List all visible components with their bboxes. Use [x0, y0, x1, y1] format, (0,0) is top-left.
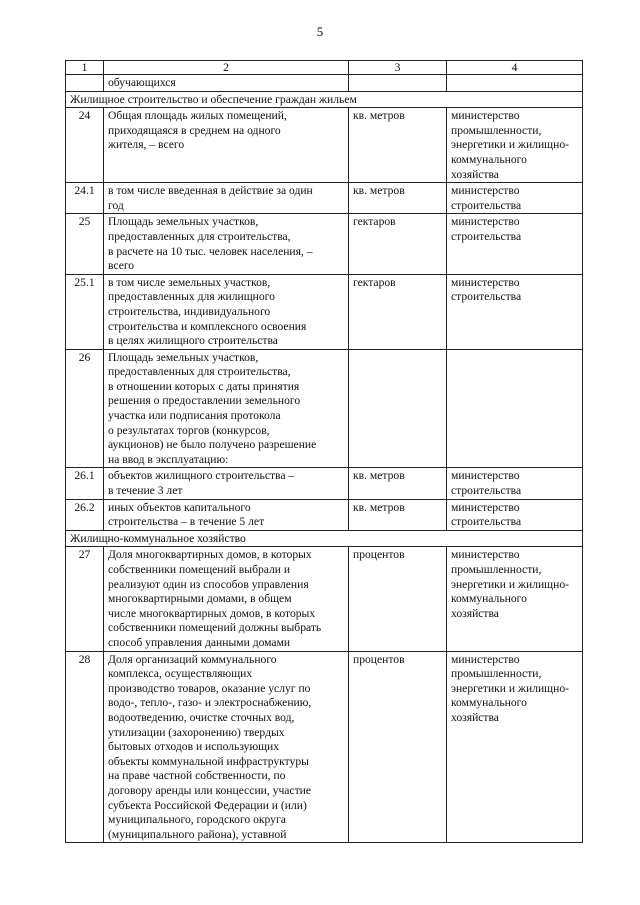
- indicator-line: жителя, – всего: [108, 138, 185, 152]
- indicator-line: водо-, тепло-, газо- и электроснабжению,: [108, 696, 312, 710]
- indicator-line: о результатах торгов (конкурсов,: [108, 423, 270, 437]
- responsible-line: коммунального: [451, 152, 527, 166]
- responsible-line: коммунального: [451, 592, 527, 606]
- indicator-line: собственники помещений выбрали и: [108, 563, 291, 576]
- indicator-name: [104, 499, 349, 530]
- unit-line: гектаров: [353, 275, 396, 289]
- section-row: [66, 91, 583, 108]
- responsible-body: [447, 651, 583, 843]
- table-row: [66, 499, 583, 530]
- responsible-line: промышленности,: [451, 123, 542, 137]
- responsible-line: министерство: [451, 548, 520, 562]
- indicators-table: [65, 60, 583, 843]
- indicator-name: [104, 547, 349, 651]
- responsible-line: промышленности,: [451, 563, 542, 576]
- indicator-line: в том числе земельных участков,: [108, 275, 271, 289]
- indicator-line: договору аренды или концессии, участие: [108, 783, 311, 797]
- unit-line: кв. метров: [353, 184, 405, 198]
- row-number: 24: [66, 108, 104, 183]
- indicator-line: решения о предоставлении земельного: [108, 394, 301, 408]
- responsible-line: строительства: [451, 484, 522, 498]
- indicator-line: способ управления данными домами: [108, 635, 291, 649]
- indicator-line: приходящаяся в среднем на одного: [108, 123, 281, 137]
- responsible-line: министерство: [451, 215, 520, 229]
- unit-of-measure: [349, 274, 447, 349]
- unit-line: процентов: [353, 652, 405, 666]
- table-row: [66, 349, 583, 468]
- indicator-line: объектов жилищного строительства –: [108, 469, 295, 483]
- indicator-line: в том числе введенная в действие за один: [108, 184, 313, 198]
- indicator-line: в течение 3 лет: [108, 484, 183, 498]
- column-header: 3: [349, 61, 447, 75]
- responsible-line: хозяйства: [451, 167, 499, 181]
- section-heading: Жилищно-коммунальное хозяйство: [66, 530, 583, 547]
- row-number: 26: [66, 349, 104, 468]
- responsible-line: министерство: [451, 275, 520, 289]
- indicator-line: предоставленных для жилищного: [108, 290, 275, 304]
- responsible-line: министерство: [451, 469, 520, 483]
- indicator-line: объекты коммунальной инфраструктуры: [108, 754, 309, 768]
- unit-line: гектаров: [353, 215, 396, 229]
- responsible-line: промышленности,: [451, 667, 542, 681]
- indicator-line: в расчете на 10 тыс. человек населения, –: [108, 244, 313, 258]
- indicator-line: собственники помещений должны выбрать: [108, 621, 322, 635]
- responsible-body: [447, 468, 583, 499]
- indicator-line: обучающихся: [108, 76, 176, 89]
- indicator-line: в целях жилищного строительства: [108, 334, 278, 348]
- responsible-line: энергетики и жилищно-: [451, 577, 569, 591]
- unit-of-measure: [349, 183, 447, 214]
- indicator-line: строительства, индивидуального: [108, 304, 271, 318]
- responsible-line: энергетики и жилищно-: [451, 138, 569, 152]
- responsible-body: [447, 349, 583, 468]
- unit-of-measure: [349, 108, 447, 183]
- indicator-line: Доля организаций коммунального: [108, 652, 277, 666]
- table-row: [66, 183, 583, 214]
- indicator-name: [104, 75, 349, 92]
- indicator-line: субъекта Российской Федерации и (или): [108, 798, 307, 812]
- indicator-line: предоставленных для строительства,: [108, 229, 291, 243]
- indicator-name: [104, 651, 349, 843]
- indicator-line: предоставленных для строительства,: [108, 365, 291, 379]
- table-row: [66, 75, 583, 92]
- row-number: 26.2: [66, 499, 104, 530]
- indicator-line: многоквартирными домами, в общем: [108, 592, 292, 606]
- row-number: 25: [66, 214, 104, 274]
- table-row: [66, 214, 583, 274]
- table-row: [66, 274, 583, 349]
- indicator-line: числе многоквартирных домов, в которых: [108, 606, 316, 620]
- unit-line: кв. метров: [353, 500, 405, 514]
- responsible-body: [447, 547, 583, 651]
- unit-of-measure: [349, 651, 447, 843]
- unit-of-measure: [349, 349, 447, 468]
- responsible-body: [447, 108, 583, 183]
- responsible-line: строительства: [451, 290, 522, 304]
- indicator-line: производство товаров, оказание услуг по: [108, 681, 311, 695]
- responsible-line: министерство: [451, 109, 520, 123]
- indicator-name: [104, 214, 349, 274]
- indicator-name: [104, 108, 349, 183]
- indicator-line: Общая площадь жилых помещений,: [108, 109, 287, 123]
- indicator-line: аукционов) не было получено разрешение: [108, 438, 317, 452]
- row-number: 27: [66, 547, 104, 651]
- indicator-line: строительства – в течение 5 лет: [108, 515, 265, 529]
- indicator-line: строительства и комплексного освоения: [108, 319, 307, 333]
- responsible-body: [447, 274, 583, 349]
- indicator-line: иных объектов капитального: [108, 500, 251, 514]
- unit-of-measure: [349, 547, 447, 651]
- indicator-line: на праве частной собственности, по: [108, 769, 286, 783]
- indicator-name: [104, 468, 349, 499]
- responsible-line: министерство: [451, 500, 520, 514]
- responsible-line: строительства: [451, 515, 522, 529]
- unit-of-measure: [349, 468, 447, 499]
- indicator-line: комплекса, осуществляющих: [108, 667, 253, 681]
- indicator-line: Доля многоквартирных домов, в которых: [108, 548, 312, 562]
- indicator-line: Площадь земельных участков,: [108, 350, 259, 364]
- indicator-name: [104, 183, 349, 214]
- indicator-line: всего: [108, 259, 135, 273]
- row-number: [66, 75, 104, 92]
- responsible-body: [447, 75, 583, 92]
- unit-line: кв. метров: [353, 109, 405, 123]
- section-row: [66, 530, 583, 547]
- unit-of-measure: [349, 499, 447, 530]
- indicator-line: утилизации (захоронению) твердых: [108, 725, 285, 739]
- indicator-name: [104, 274, 349, 349]
- section-heading: Жилищное строительство и обеспечение граждан жильем: [66, 91, 583, 108]
- row-number: 26.1: [66, 468, 104, 499]
- responsible-line: строительства: [451, 198, 522, 212]
- indicator-line: Площадь земельных участков,: [108, 215, 259, 229]
- indicator-line: муниципального, городского округа: [108, 813, 286, 827]
- unit-of-measure: [349, 214, 447, 274]
- responsible-line: министерство: [451, 184, 520, 198]
- responsible-line: строительства: [451, 229, 522, 243]
- responsible-body: [447, 214, 583, 274]
- unit-line: процентов: [353, 548, 405, 562]
- responsible-line: коммунального: [451, 696, 527, 710]
- table-header-row: [66, 61, 583, 75]
- responsible-line: министерство: [451, 652, 520, 666]
- column-header: 1: [66, 61, 104, 75]
- indicator-line: год: [108, 198, 124, 212]
- row-number: 24.1: [66, 183, 104, 214]
- responsible-body: [447, 183, 583, 214]
- indicator-line: на ввод в эксплуатацию:: [108, 452, 229, 466]
- row-number: 28: [66, 651, 104, 843]
- page-number: 5: [316, 24, 324, 39]
- column-header: 2: [104, 61, 349, 75]
- unit-line: кв. метров: [353, 469, 405, 483]
- indicator-line: участка или подписания протокола: [108, 409, 281, 423]
- indicator-line: бытовых отходов и использующих: [108, 740, 280, 754]
- responsible-body: [447, 499, 583, 530]
- table-row: [66, 108, 583, 183]
- responsible-line: энергетики и жилищно-: [451, 681, 569, 695]
- unit-of-measure: [349, 75, 447, 92]
- table-row: [66, 468, 583, 499]
- row-number: 25.1: [66, 274, 104, 349]
- responsible-line: хозяйства: [451, 606, 499, 620]
- indicator-line: (муниципального района), уставной: [108, 827, 287, 841]
- table-row: [66, 651, 583, 843]
- indicator-name: [104, 349, 349, 468]
- table-row: [66, 547, 583, 651]
- indicator-line: реализуют один из способов управления: [108, 577, 309, 591]
- indicator-line: водоотведению, очистке сточных вод,: [108, 710, 295, 724]
- responsible-line: хозяйства: [451, 710, 499, 724]
- indicator-line: в отношении которых с даты принятия: [108, 379, 300, 393]
- column-header: 4: [447, 61, 583, 75]
